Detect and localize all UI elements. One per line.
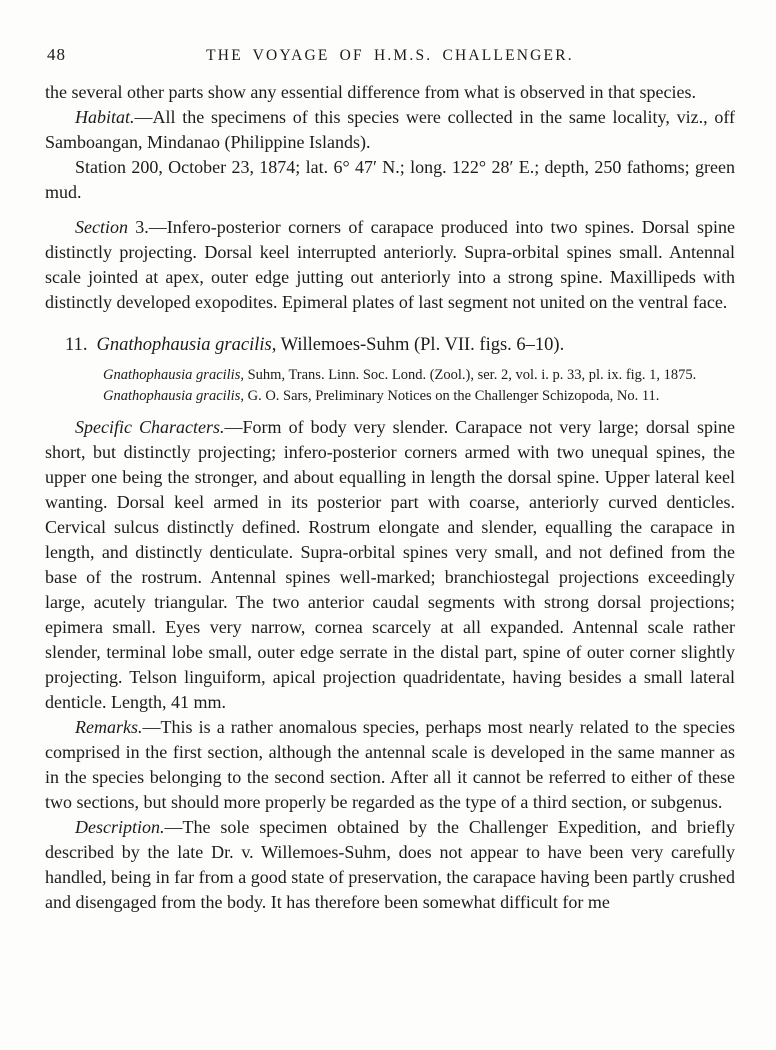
- running-title: THE VOYAGE OF H.M.S. CHALLENGER.: [206, 47, 574, 64]
- paragraph-text: —Form of body very slender. Carapace not very large; dorsal spine short, but distinctly projecting; infero-posterior corners armed with two unequal spines, the upper one being the stronger, and about equalling in length the dorsal spine. Upper lateral keel wanting. Dorsal keel armed in its posterior part with coarse, anteriorly curved denticles. Cervical sulcus distinctly defined. Rostrum elongate and slender, equalling the carapace in length, and distinctly denticulate. Supra-orbital spines very small, and not defined from the base of the rostrum. Antennal spines well-marked; branchiostegal projections exceedingly large, acutely triangular. The two anterior caudal segments with strong dorsal projections; epimera small. Eyes very narrow, cornea scarcely at all expanded. Antennal scale rather slender, terminal lobe small, outer edge serrate in the distal part, spine of outer corner slightly projecting. Telson linguiform, apical projection quadridentate, having besides a small lateral denticle. Length, 41 mm.: [45, 417, 735, 712]
- synonymy-citation: , Suhm, Trans. Linn. Soc. Lond. (Zool.), ser. 2, vol. i. p. 33, pl. ix. fig. 1, 1875.: [240, 367, 697, 383]
- species-heading-rest: , Willemoes-Suhm (Pl. VII. figs. 6–10).: [271, 335, 565, 355]
- paragraph-specific-characters: [45, 415, 735, 715]
- synonymy-entry: [103, 365, 735, 386]
- paragraph-text: —This is a rather anomalous species, perhaps most nearly related to the species comprised in the first section, although the antennal scale is developed in the same manner as in the species belonging to the second section. After all it cannot be referred to either of these two sections, but should more properly be regarded as the type of a third section, or subgenus.: [45, 717, 735, 812]
- paragraph-text: the several other parts show any essential difference from what is observed in that species.: [45, 82, 696, 102]
- paragraph-habitat: [45, 105, 735, 155]
- paragraph-lead-italic: Section: [75, 217, 128, 237]
- paragraph-section3: [45, 205, 735, 315]
- paragraph-lead-italic: Specific Characters.: [75, 417, 225, 437]
- species-number: 11.: [65, 335, 88, 355]
- paragraph-remarks: [45, 715, 735, 815]
- synonymy-citation: , G. O. Sars, Preliminary Notices on the Challenger Schizopoda, No. 11.: [240, 388, 660, 404]
- page-header: [45, 40, 735, 62]
- species-heading: [45, 332, 735, 358]
- synonymy-species-italic: Gnathophausia gracilis: [103, 367, 241, 383]
- page-number: 48: [47, 45, 66, 64]
- paragraph-text: 3.—Infero-posterior corners of carapace produced into two spines. Dorsal spine distinctly projecting. Dorsal keel interrupted anteriorly. Supra-orbital spines small. Antennal scale jointed at apex, outer edge jutting out anteriorly into a strong spine. Maxillipeds with distinctly developed exopodites. Epimeral plates of last segment not united on the ventral face.: [45, 217, 735, 312]
- synonymy-species-italic: Gnathophausia gracilis: [103, 388, 241, 404]
- paragraph-text: —All the specimens of this species were collected in the same locality, viz., off Samboangan, Mindanao (Philippine Islands).: [45, 107, 735, 152]
- paragraph-lead-italic: Remarks.: [75, 717, 143, 737]
- synonymy-list: [103, 365, 735, 407]
- paragraph-text: —The sole specimen obtained by the Challenger Expedition, and briefly described by the late Dr. v. Willemoes-Suhm, does not appear to have been very carefully handled, being in far from a good state of preservation, the carapace having been partly crushed and disengaged from the body. It has therefore been somewhat difficult for me: [45, 817, 735, 912]
- paragraph-description: [45, 815, 735, 915]
- paragraph-continuation: [45, 80, 735, 105]
- paragraph-text: Station 200, October 23, 1874; lat. 6° 47′ N.; long. 122° 28′ E.; depth, 250 fathoms; green mud.: [45, 157, 735, 202]
- paragraph-lead-italic: Description.: [75, 817, 165, 837]
- species-name-italic: Gnathophausia gracilis: [96, 335, 272, 355]
- synonymy-entry: [103, 386, 735, 407]
- page-body: [45, 80, 735, 915]
- paragraph-lead-italic: Habitat.: [75, 107, 135, 127]
- paragraph-station: [45, 155, 735, 205]
